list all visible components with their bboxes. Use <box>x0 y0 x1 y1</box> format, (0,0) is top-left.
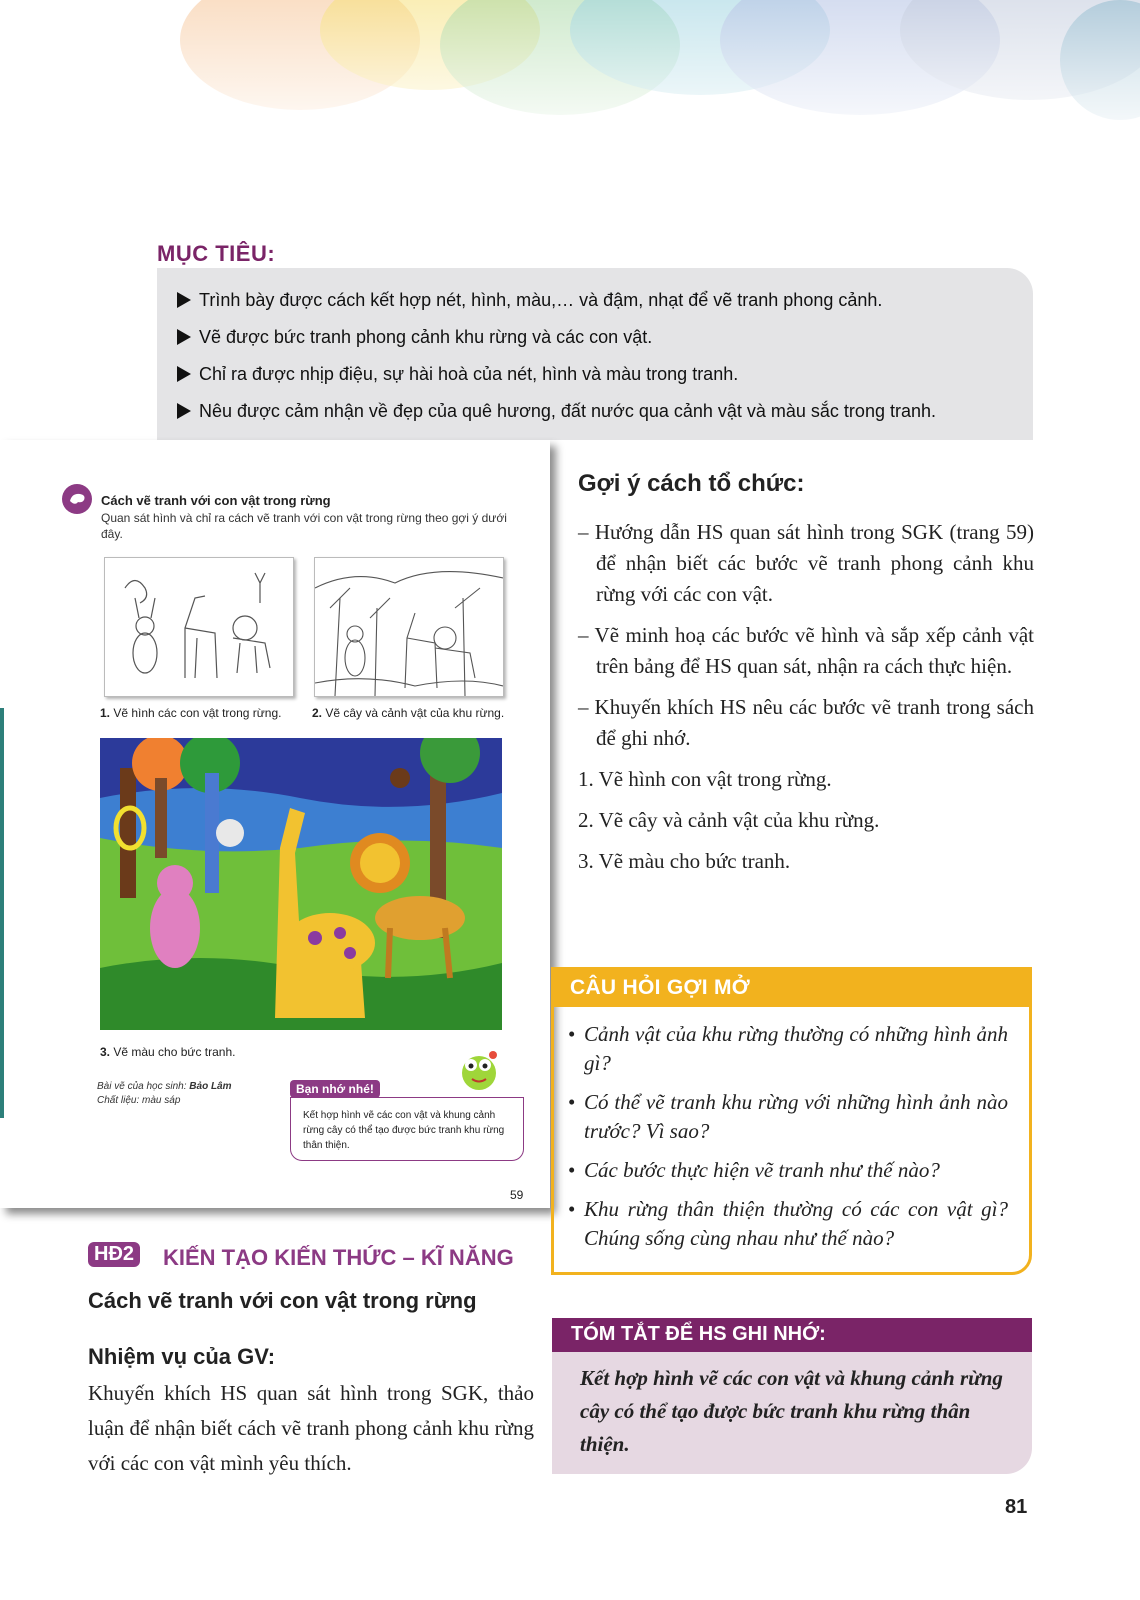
textbook-section-title: Cách vẽ tranh với con vật trong rừng <box>101 493 331 508</box>
textbook-description: Quan sát hình và chỉ ra cách vẽ tranh với con vật trong rừng theo gợi ý dưới đây. <box>101 511 507 541</box>
question-item: • Khu rừng thân thiện thường có các con vật gì? Chúng sống cùng nhau như thế nào? <box>568 1197 1008 1250</box>
triangle-bullet-icon <box>177 366 191 382</box>
bullet-dot-icon: • <box>568 1090 576 1114</box>
palette-icon <box>62 484 92 514</box>
suggestions-list <box>578 517 1034 887</box>
caption-step-2: 2. Vẽ cây và cảnh vật của khu rừng. <box>312 706 505 720</box>
student-painting-image <box>100 738 502 1030</box>
bullet-dot-icon: • <box>568 1022 576 1046</box>
sketch-animals-image <box>104 557 294 697</box>
activity-title: KIẾN TẠO KIẾN THỨC – KĨ NĂNG <box>163 1245 514 1270</box>
objective-item: Trình bày được cách kết hợp nét, hình, màu,… và đậm, nhạt để vẽ tranh phong cảnh. <box>177 282 1033 319</box>
textbook-page-number: 59 <box>510 1188 524 1202</box>
sketch-forest-image <box>314 557 504 697</box>
page-number: 81 <box>1005 1496 1028 1518</box>
objective-item: Chỉ ra được nhịp điệu, sự hài hoà của nét, hình và màu trong tranh. <box>177 356 1033 393</box>
activity-subtitle: Cách vẽ tranh với con vật trong rừng <box>88 1288 477 1313</box>
bullet-dot-icon: • <box>568 1158 576 1182</box>
suggestion-step: 1. Vẽ hình con vật trong rừng. <box>578 767 832 791</box>
objective-item: Nêu được cảm nhận về đẹp của quê hương, đất nước qua cảnh vật và màu sắc trong tranh. <box>177 393 1033 430</box>
reminder-note-label: Bạn nhớ nhé! <box>290 1080 380 1098</box>
activity-badge: HĐ2 <box>88 1242 140 1267</box>
teacher-task-heading: Nhiệm vụ của GV: <box>88 1344 276 1369</box>
question-item: • Cảnh vật của khu rừng thường có những hình ảnh gì? <box>568 1022 1008 1075</box>
guiding-questions-heading: CÂU HỎI GỢI MỞ <box>570 976 751 999</box>
caption-step-1: 1. Vẽ hình các con vật trong rừng. <box>100 706 282 720</box>
frog-mascot-icon <box>455 1047 503 1095</box>
triangle-bullet-icon <box>177 329 191 345</box>
textbook-page-edge <box>0 708 4 1118</box>
question-item: • Có thể vẽ tranh khu rừng với những hình ảnh nào trước? Vì sao? <box>568 1090 1008 1143</box>
objectives-box <box>157 268 1033 440</box>
suggestion-bullet: – Vẽ minh hoạ các bước vẽ hình và sắp xếp cảnh vật trên bảng để HS quan sát, nhận ra cách thực hiện. <box>578 623 1034 678</box>
guiding-questions-list <box>568 1020 1008 1263</box>
suggestion-step: 2. Vẽ cây và cảnh vật của khu rừng. <box>578 808 880 832</box>
reminder-note-text: Kết hợp hình vẽ các con vật và khung cảnh rừng cây có thể tạo được bức tranh khu rừng thân thiện. <box>303 1110 505 1151</box>
summary-heading: TÓM TẮT ĐỂ HS GHI NHỚ: <box>571 1323 826 1345</box>
teacher-task-text: Khuyến khích HS quan sát hình trong SGK, thảo luận để nhận biết cách vẽ tranh phong cảnh khu rừng với các con vật mình yêu thích. <box>88 1381 534 1475</box>
triangle-bullet-icon <box>177 292 191 308</box>
suggestions-heading: Gợi ý cách tổ chức: <box>578 470 805 497</box>
question-item: • Các bước thực hiện vẽ tranh như thế nào? <box>568 1156 1008 1185</box>
bullet-dot-icon: • <box>568 1197 576 1221</box>
triangle-bullet-icon <box>177 403 191 419</box>
objective-item: Vẽ được bức tranh phong cảnh khu rừng và các con vật. <box>177 319 1033 356</box>
painting-credit: Bài vẽ của học sinh: Bảo Lâm Chất liệu: màu sáp <box>97 1081 232 1106</box>
decorative-watercolor-band <box>0 0 1140 150</box>
suggestion-step: 3. Vẽ màu cho bức tranh. <box>578 849 791 873</box>
summary-text: Kết hợp hình vẽ các con vật và khung cảnh rừng cây có thể tạo được bức tranh khu rừng thân thiện. <box>580 1366 1003 1456</box>
suggestion-bullet: – Hướng dẫn HS quan sát hình trong SGK (trang 59) để nhận biết các bước vẽ tranh phong cảnh khu rừng với các con vật. <box>578 520 1034 606</box>
suggestion-bullet: – Khuyến khích HS nêu các bước vẽ tranh trong sách để ghi nhớ. <box>578 695 1034 750</box>
caption-step-3: 3. Vẽ màu cho bức tranh. <box>100 1045 236 1059</box>
objectives-list <box>157 268 1033 430</box>
objectives-heading: MỤC TIÊU: <box>157 241 276 266</box>
